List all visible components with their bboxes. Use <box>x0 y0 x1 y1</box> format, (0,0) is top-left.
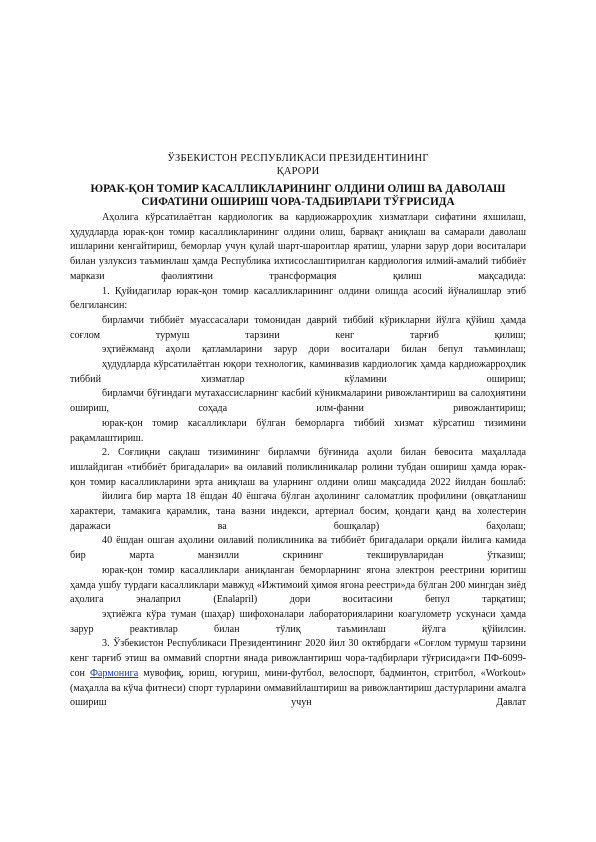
header-line-2: ҚАРОРИ <box>276 166 320 177</box>
paragraph-2-item-3: юрак-қон томир касалликлари аниқланган беморларнинг ягона электрон реестрини юритиш ҳамда ушбу турдаги касалликлари мавжуд «Ижтимоий ҳимоя ягона реестри»да бўлган 200 мингдан зиёд аҳолига эналаприл (Enalapril) дори воситасини бепул тарқатиш; <box>70 564 526 606</box>
title-line-2: СИФАТИНИ ОШИРИШ ЧОРА-ТАДБИРЛАРИ ТЎҒРИСИДА <box>141 196 455 208</box>
paragraph-3-text-start: 3. Ўзбекистон Республикаси Президентининг 2020 йил 30 октябрдаги «Соғлом турмуш тарзини кенг тарғиб этиш ва оммавий спортни янада ривожлантириш чора-тадбирлари тўғрисида»ги ПФ-6099-сон <box>70 638 526 679</box>
paragraph-2-item-1: йилига бир марта 18 ёшдан 40 ёшгача бўлган аҳолининг саломатлик профилини (овқатланиш характери, тамакига қарамлик, тана вазни индекси, артериал босим, қондаги қанд ва холестерин даражаси ва бошқалар) баҳолаш; <box>70 491 526 532</box>
document-header <box>70 152 526 178</box>
title-line-1: ЮРАК-ҚОН ТОМИР КАСАЛЛИКЛАРИНИНГ ОЛДИНИ ОЛИШ ВА ДАВОЛАШ <box>90 183 506 195</box>
decree-link[interactable]: Фармонига <box>89 667 139 679</box>
document-title <box>70 183 526 209</box>
paragraph-1-item-3: ҳудудларда кўрсатилаётган юқори технологик, каминвазив кардиологик ҳамда кардиожарроҳлик тиббий хизматлар кўламини ошириш; <box>70 359 526 385</box>
document-body <box>70 211 526 711</box>
paragraph-1-item-4: бирламчи бўғиндаги мутахассисларнинг касбий кўникмаларини ривожлантириш ва салоҳиятини ошириш, соҳада илм-фанни ривожлантириш; <box>70 388 526 415</box>
paragraph-preamble: Аҳолига кўрсатилаётган кардиологик ва кардиожарроҳлик хизматлари сифатини яхшилаш, ҳудудларда юрак-қон томир касалликларининг олдини олиш, барвақт аниқлаш ва самарали даволаш ишларини кенгайтириш, беморлар учун қулай шарт-шароитлар яратиш, уларни зарур дори воситалари билан узлуксиз таъминлаш ҳамда Республика ихтисослаштирилган кардиология илмий-амалий тиббиёт маркази фаолиятини трансформация қилиш мақсадида: <box>70 212 526 282</box>
paragraph-3-text-end: мувофиқ, юриш, югуриш, мини-футбол, велоспорт, бадминтон, стритбол, «Workout» (маҳалла ва кўча фитнеси) спорт турларини оммавийлаштириш ва ривожлантириш дастурларини амалга ошириш учун Давлат <box>70 667 526 709</box>
paragraph-3 <box>70 637 526 711</box>
paragraph-2-item-4: эҳтиёжга кўра туман (шаҳар) шифохоналари лабораторияларини коагулометр ускунаси ҳамда зарур реактивлар билан тўлиқ таъминлаш йўлга қўйилсин. <box>70 608 526 635</box>
paragraph-1-item-2: эҳтиёжманд аҳоли қатламларини зарур дори воситалари билан бепул таъминлаш; <box>102 344 526 356</box>
paragraph-1: 1. Қуйидагилар юрак-қон томир касалликларининг олдини олишда асосий йўналишлар этиб белгилансин: <box>70 285 526 312</box>
paragraph-2-item-2: 40 ёшдан ошган аҳолини оилавий поликлиника ва тиббиёт бригадалари орқали йилига камида бир марта манзилли скрининг текширувларидан ўтказиш; <box>70 535 526 562</box>
paragraph-1-item-1: бирламчи тиббиёт муассасалари томонидан даврий тиббий кўрикларни йўлга қўйиш ҳамда соғлом турмуш тарзини кенг тарғиб қилиш; <box>70 314 526 341</box>
paragraph-2: 2. Соғлиқни сақлаш тизимининг бирламчи бўғинида аҳоли билан бевосита маҳаллада ишлайдиган «тиббиёт бригадалари» ва оилавий поликлиникалар ролини тубдан ошириш ҳамда юрак-қон томир касалликларини эрта аниқлаш ва уларнинг олдини олиш мақсадида 2022 йилдан бошлаб: <box>70 447 526 488</box>
header-line-1: ЎЗБЕКИСТОН РЕСПУБЛИКАСИ ПРЕЗИДЕНТИНИНГ <box>167 153 429 164</box>
paragraph-1-item-5: юрак-қон томир касалликлари бўлган беморларга тиббий хизмат кўрсатиш тизимини рақамлаштириш. <box>70 417 526 444</box>
